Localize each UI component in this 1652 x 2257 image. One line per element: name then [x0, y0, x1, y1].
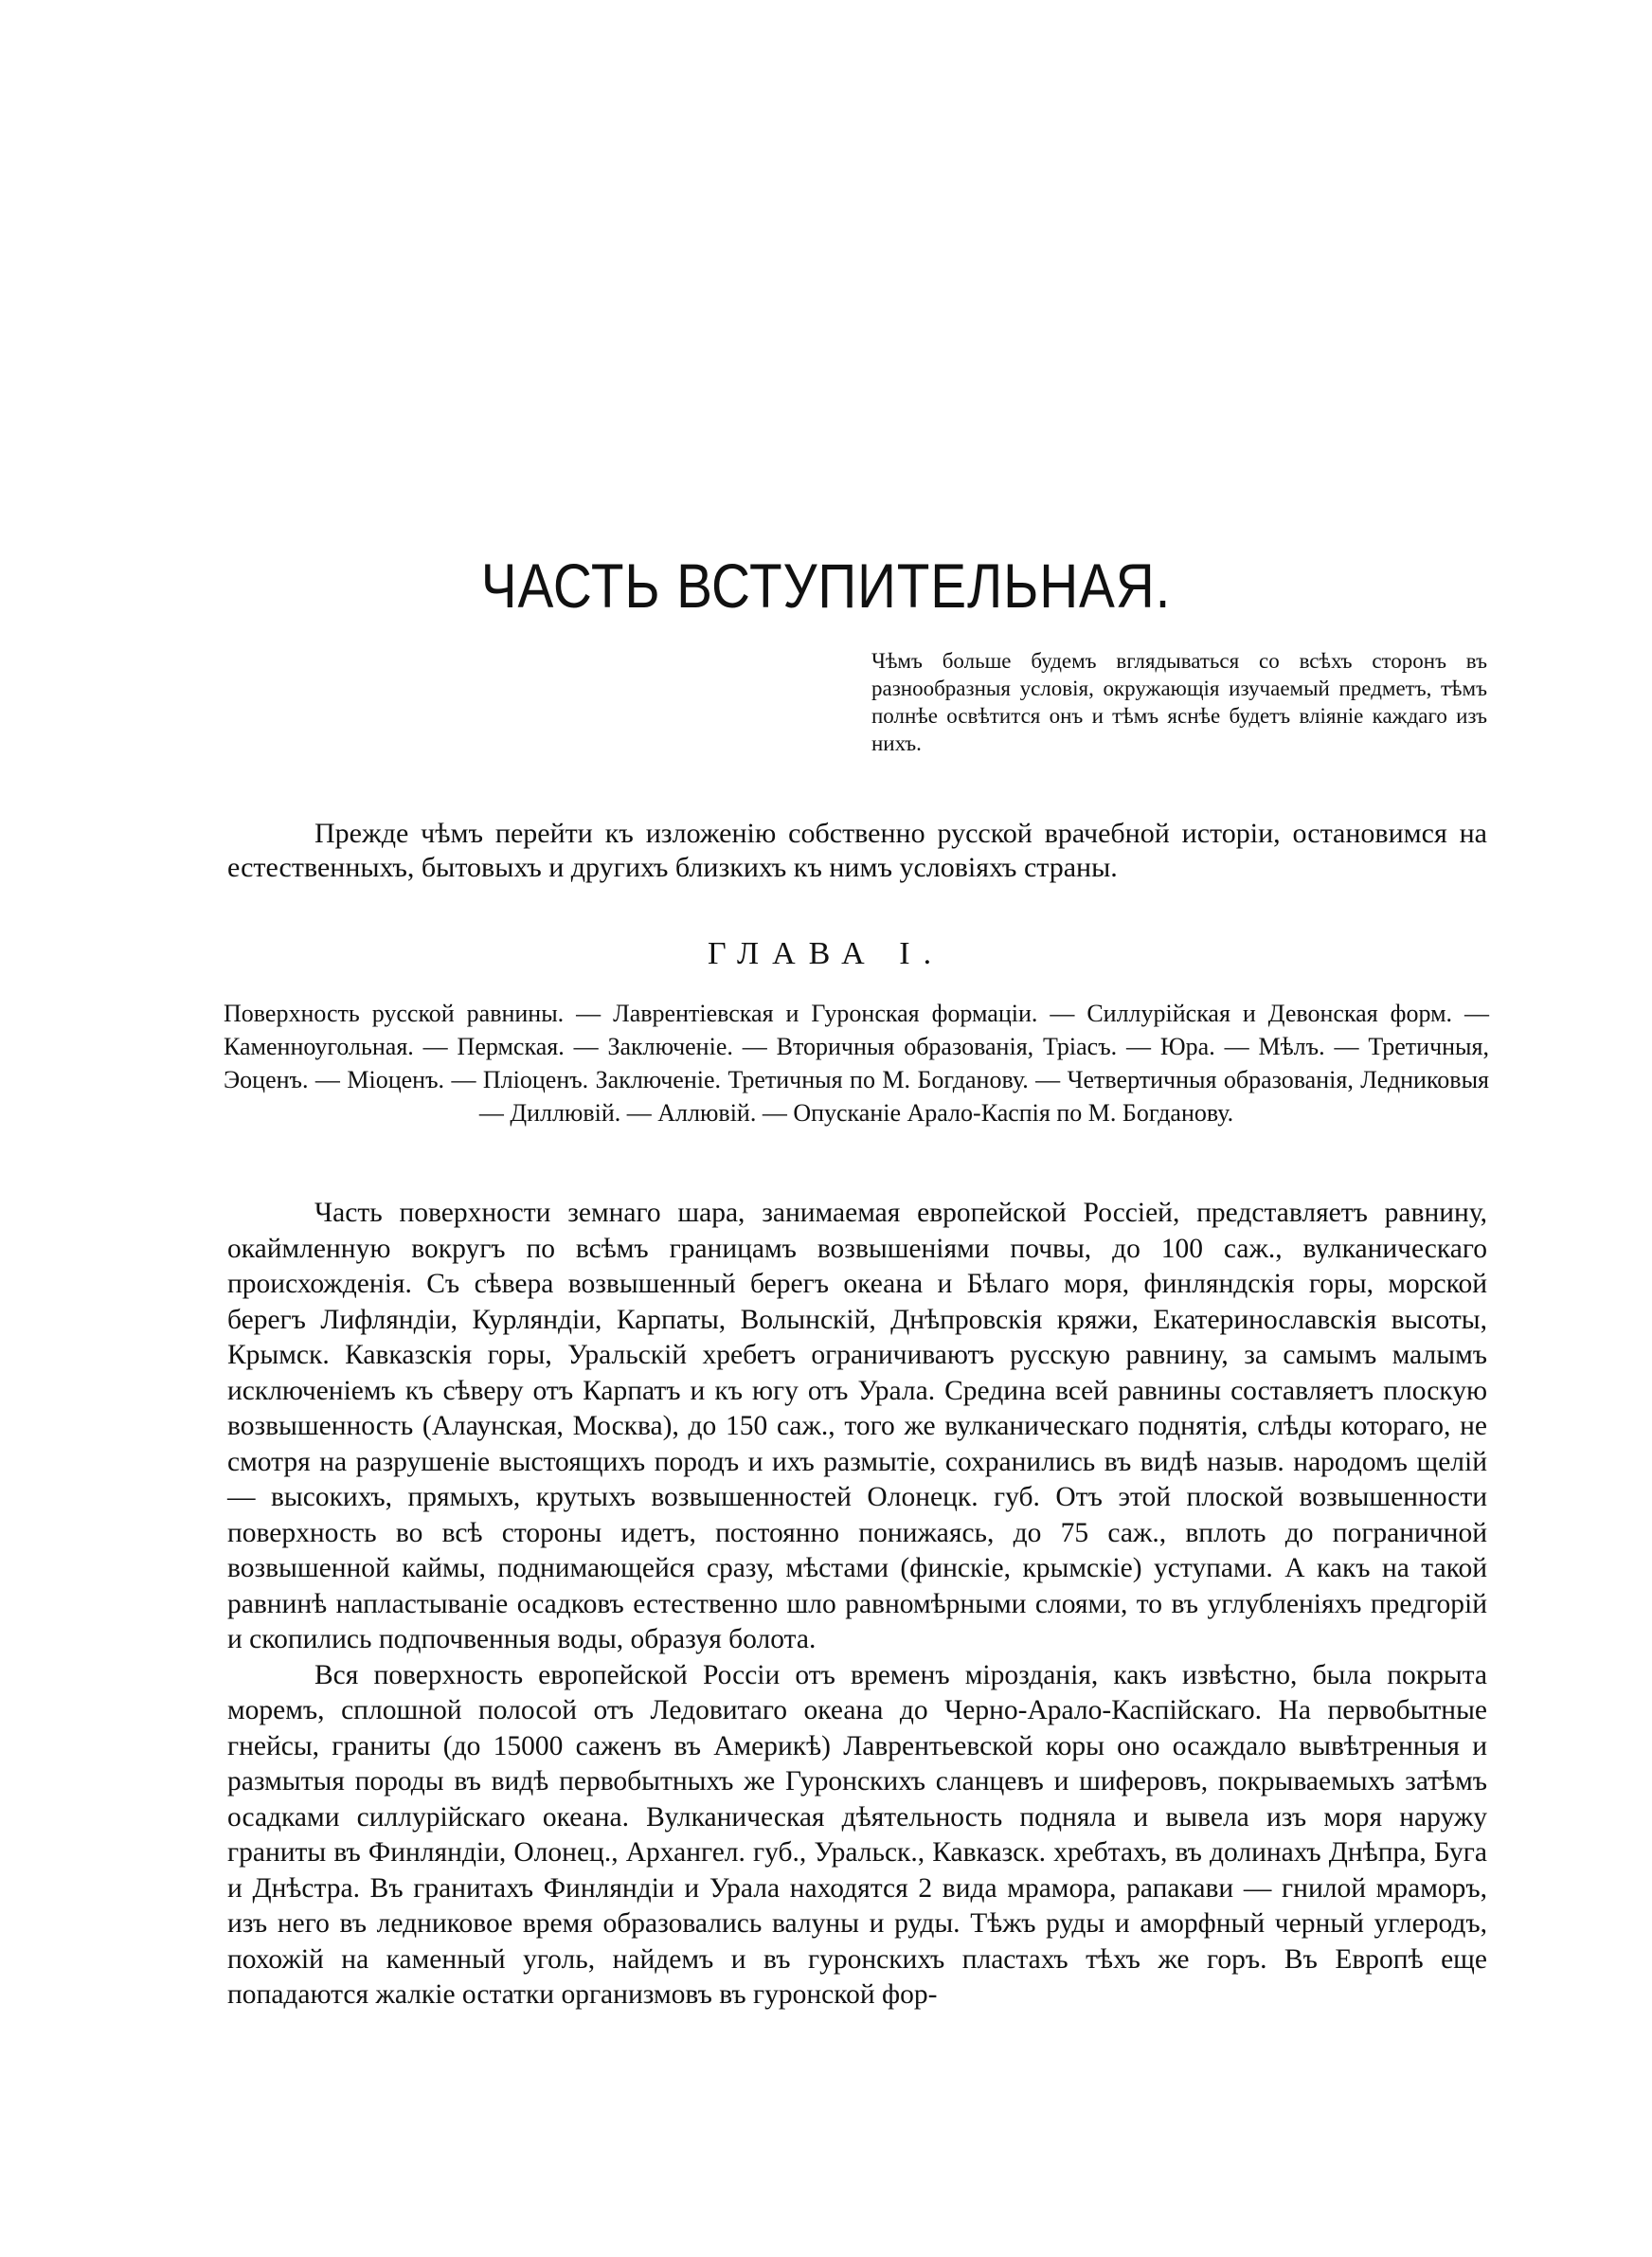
epigraph: Чѣмъ больше будемъ вглядываться со всѣхъ сторонъ въ разнообразныя условія, окружающія изучаемый предметъ, тѣмъ полнѣе освѣтится онъ и тѣмъ яснѣе будетъ вліяніе каждаго изъ нихъ.: [871, 649, 1487, 755]
chapter-body: [227, 1196, 1487, 2013]
body-paragraph-1: Часть поверхности земнаго шара, занимаемая европейской Россіей, представляетъ равнину, окаймленную вокругъ по всѣмъ границамъ возвышеніями почвы, до 100 саж., вулканическаго происхожденія. Съ сѣвера возвышенный берегъ океана и Бѣлаго моря, финляндскія горы, морской берегъ Лифляндіи, Курляндіи, Карпаты, Волынскій, Днѣпровскія кряжи, Екатеринославскія высоты, Крымск. Кавказскія горы, Уральскій хребетъ ограничиваютъ русскую равнину, за самымъ малымъ исключеніемъ къ сѣверу отъ Карпатъ и къ югу отъ Урала. Средина всей равнины составляетъ плоскую возвышенность (Алаунская, Москва), до 150 саж., того же вулканическаго поднятія, слѣды котораго, не смотря на разрушеніе выстоящихъ породъ и ихъ размытіе, сохранились въ видѣ назыв. народомъ щелій — высокихъ, прямыхъ, крутыхъ возвышенностей Олонецк. губ. Отъ этой плоской возвышенности поверхность во всѣ стороны идетъ, постоянно понижаясь, до 75 саж., вплоть до пограничной возвышенной каймы, поднимающейся сразу, мѣстами (финскіе, крымскіе) уступами. А какъ на такой равнинѣ напластываніе осадковъ естественно шло равномѣрными слоями, то въ углубленіяхъ предгорій и скопились подпочвенныя воды, образуя болота.: [227, 1198, 1487, 1654]
chapter-title: ГЛАВА I.: [707, 936, 945, 971]
chapter-summary: Поверхность русской равнины. — Лаврентіевская и Гуронская формаціи. — Силлурійская и Девонская форм. — Каменноугольная. — Пермская. — Заключеніе. — Вторичныя образованія, Тріасъ. — Юра. — Мѣлъ. — Третичныя, Эоценъ. — Міоценъ. — Пліоценъ. Заключеніе. Третичныя по М. Богданову. — Четвертичныя образованія, Ледниковыя — Диллювій. — Аллювій. — Опусканіе Арало-Каспія по М. Богданову.: [224, 1000, 1489, 1127]
body-paragraph-2: Вся поверхность европейской Россіи отъ временъ мірозданія, какъ извѣстно, была покрыта моремъ, сплошной полосой отъ Ледовитаго океана до Черно-Арало-Каспійскаго. На первобытные гнейсы, граниты (до 15000 саженъ въ Америкѣ) Лаврентьевской коры оно осаждало вывѣтренныя и размытыя породы въ видѣ первобытныхъ же Гуронскихъ сланцевъ и шиферовъ, покрываемыхъ затѣмъ осадками силлурійскаго океана. Вулканическая дѣятельность подняла и вывела изъ моря наружу граниты въ Финляндіи, Олонец., Архангел. губ., Уральск., Кавказск. хребтахъ, въ долинахъ Днѣпра, Буга и Днѣстра. Въ гранитахъ Финляндіи и Урала находятся 2 вида мрамора, рапакави — гнилой мраморъ, изъ него въ ледниковое время образовались валуны и руды. Тѣжъ руды и аморфный черный углеродъ, похожій на каменный уголь, найдемъ и въ гуронскихъ пластахъ тѣхъ же горъ. Въ Европѣ еще попадаются жалкіе остатки организмовъ въ гуронской фор-: [227, 1659, 1487, 2010]
part-title: ЧАСТЬ ВСТУПИТЕЛЬНАЯ.: [480, 551, 1172, 621]
intro-paragraph: Прежде чѣмъ перейти къ изложенію собственно русской врачебной исторіи, остановимся на естественныхъ, бытовыхъ и другихъ близкихъ къ нимъ условіяхъ страны.: [227, 818, 1487, 883]
